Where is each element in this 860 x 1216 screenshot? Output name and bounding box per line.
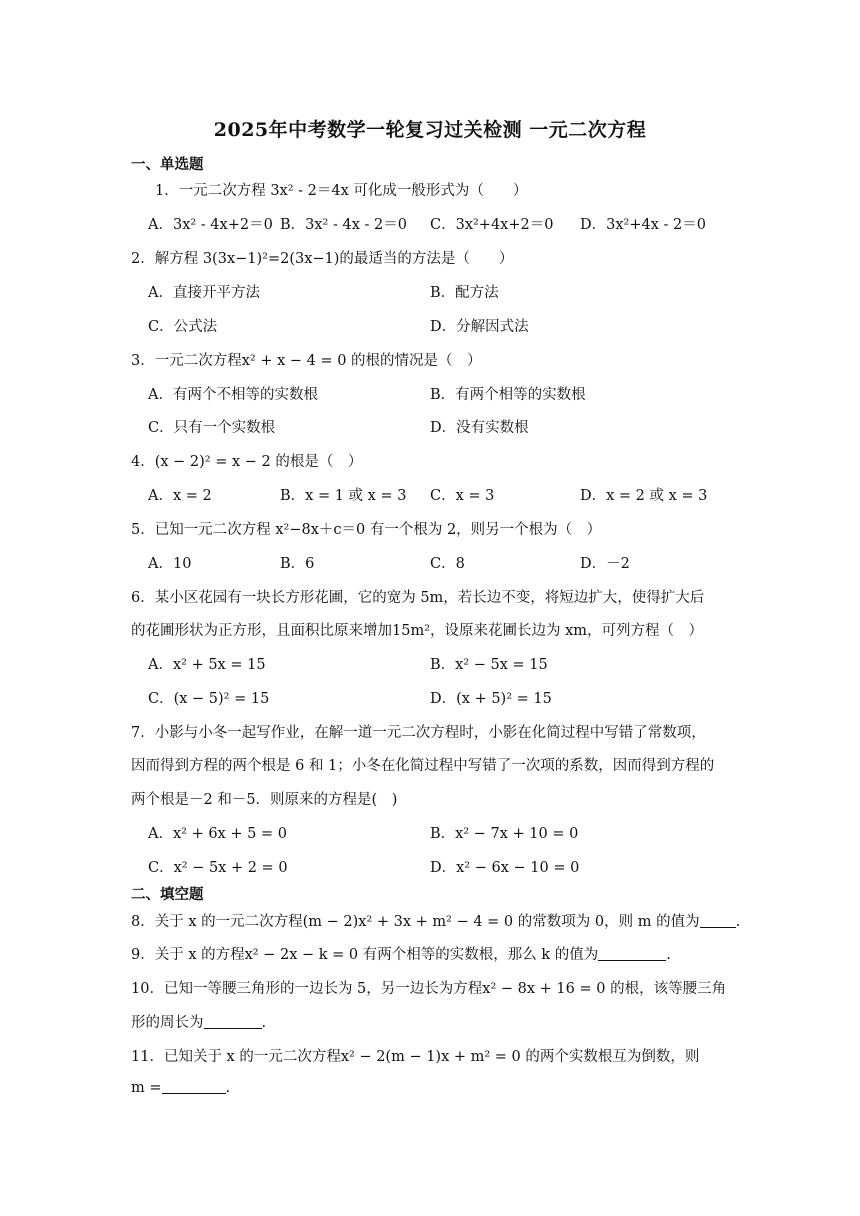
question-7-option-b[interactable]: B．x² − 7x + 10 = 0	[430, 826, 579, 842]
question-2-option-c[interactable]: C．公式法	[148, 319, 218, 335]
question-9-answer-blank[interactable]	[598, 946, 666, 961]
question-9	[131, 943, 671, 964]
question-9-text: 9．关于 x 的方程x² − 2x − k = 0 有两个相等的实数根，那么 k 的值为	[131, 947, 599, 963]
question-7-option-a[interactable]: A．x² + 6x + 5 = 0	[148, 826, 287, 842]
question-10-text: 形的周长为	[131, 1015, 204, 1031]
question-5-stem: 5．已知一元二次方程 x²−8x＋c＝0 有一个根为 2，则另一个根为（ ）	[131, 522, 602, 538]
section-heading-fill-blank: 二、填空题	[131, 886, 204, 903]
question-8	[131, 910, 740, 931]
question-10-line-1: 10．已知一等腰三角形的一边长为 5，另一边长为方程x² − 8x + 16 = 0 的根，该等腰三角	[131, 981, 727, 997]
question-8-answer-blank[interactable]	[700, 913, 736, 928]
question-7-stem-line-2: 因而得到方程的两个根是 6 和 1；小冬在化简过程中写错了一次项的系数，因而得到方程的	[131, 758, 715, 774]
question-3-stem: 3．一元二次方程x² + x − 4 = 0 的根的情况是（ ）	[131, 353, 482, 369]
question-2-option-b[interactable]: B．配方法	[430, 285, 499, 301]
question-8-text: 8．关于 x 的一元二次方程(m − 2)x² + 3x + m² − 4 = 0 的常数项为 0，则 m 的值为	[131, 914, 700, 930]
question-3-option-b[interactable]: B．有两个相等的实数根	[430, 387, 586, 403]
question-11-period: .	[225, 1080, 231, 1096]
question-11-line-2	[131, 1079, 230, 1096]
question-1-stem: 1．一元二次方程 3x² ‐ 2＝4x 可化成一般形式为（ ）	[155, 183, 528, 199]
question-5-option-c[interactable]: C．8	[430, 556, 465, 572]
question-5-option-a[interactable]: A．10	[148, 556, 192, 572]
question-7-option-d[interactable]: D．x² − 6x − 10 = 0	[430, 860, 580, 876]
question-6-option-d[interactable]: D．(x + 5)² = 15	[430, 691, 552, 707]
question-6-stem-line-2: 的花圃形状为正方形，且面积比原来增加15m²，设原来花圃长边为 xm，可列方程（ ）	[131, 623, 704, 639]
question-3-option-a[interactable]: A．有两个不相等的实数根	[148, 387, 318, 403]
question-11-text: m =	[131, 1080, 162, 1096]
question-7-stem-line-3: 两个根是－2 和－5．则原来的方程是( )	[131, 792, 398, 808]
question-7-option-c[interactable]: C．x² − 5x + 2 = 0	[148, 860, 288, 876]
section-heading-single-choice: 一、单选题	[131, 156, 204, 173]
question-6-option-b[interactable]: B．x² − 5x = 15	[430, 657, 548, 673]
question-6-option-a[interactable]: A．x² + 5x = 15	[148, 657, 266, 673]
question-5-option-b[interactable]: B．6	[280, 556, 315, 572]
question-4-option-d[interactable]: D．x = 2 或 x = 3	[580, 488, 708, 504]
page-title: 2025年中考数学一轮复习过关检测 一元二次方程	[213, 119, 647, 141]
question-11-line-1: 11．已知关于 x 的一元二次方程x² − 2(m − 1)x + m² = 0 的两个实数根互为倒数，则	[131, 1049, 700, 1065]
question-4-option-b[interactable]: B．x = 1 或 x = 3	[280, 488, 407, 504]
question-10-answer-blank[interactable]	[204, 1014, 262, 1029]
question-9-period: .	[666, 947, 671, 963]
question-7-stem-line-1: 7．小影与小冬一起写作业，在解一道一元二次方程时，小影在化简过程中写错了常数项，	[131, 725, 706, 741]
question-1-option-b[interactable]: B．3x² ‐ 4x ‐ 2＝0	[280, 217, 407, 233]
question-4-option-c[interactable]: C．x = 3	[430, 488, 495, 504]
question-5-option-d[interactable]: D．－2	[580, 556, 630, 572]
question-1-option-c[interactable]: C．3x²+4x+2＝0	[430, 217, 554, 233]
question-11-answer-blank[interactable]	[162, 1079, 226, 1094]
question-2-option-d[interactable]: D．分解因式法	[430, 319, 529, 335]
question-2-stem: 2．解方程 3(3x−1)²=2(3x−1)的最适当的方法是（ ）	[131, 251, 514, 267]
question-10-period: .	[261, 1015, 267, 1031]
question-1-option-d[interactable]: D．3x²+4x ‐ 2＝0	[580, 217, 706, 233]
question-6-option-c[interactable]: C．(x − 5)² = 15	[148, 691, 270, 707]
question-8-period: .	[735, 914, 741, 930]
question-6-stem-line-1: 6．某小区花园有一块长方形花圃，它的宽为 5m，若长边不变，将短边扩大，使得扩大后	[131, 590, 705, 606]
question-10-line-2	[131, 1011, 266, 1032]
question-3-option-d[interactable]: D．没有实数根	[430, 420, 529, 436]
question-2-option-a[interactable]: A．直接开平方法	[148, 285, 260, 301]
question-4-stem: 4．(x − 2)² = x − 2 的根是（ ）	[131, 454, 363, 470]
question-3-option-c[interactable]: C．只有一个实数根	[148, 420, 276, 436]
question-4-option-a[interactable]: A．x = 2	[148, 488, 212, 504]
question-1-option-a[interactable]: A．3x² ‐ 4x+2＝0	[148, 217, 273, 233]
